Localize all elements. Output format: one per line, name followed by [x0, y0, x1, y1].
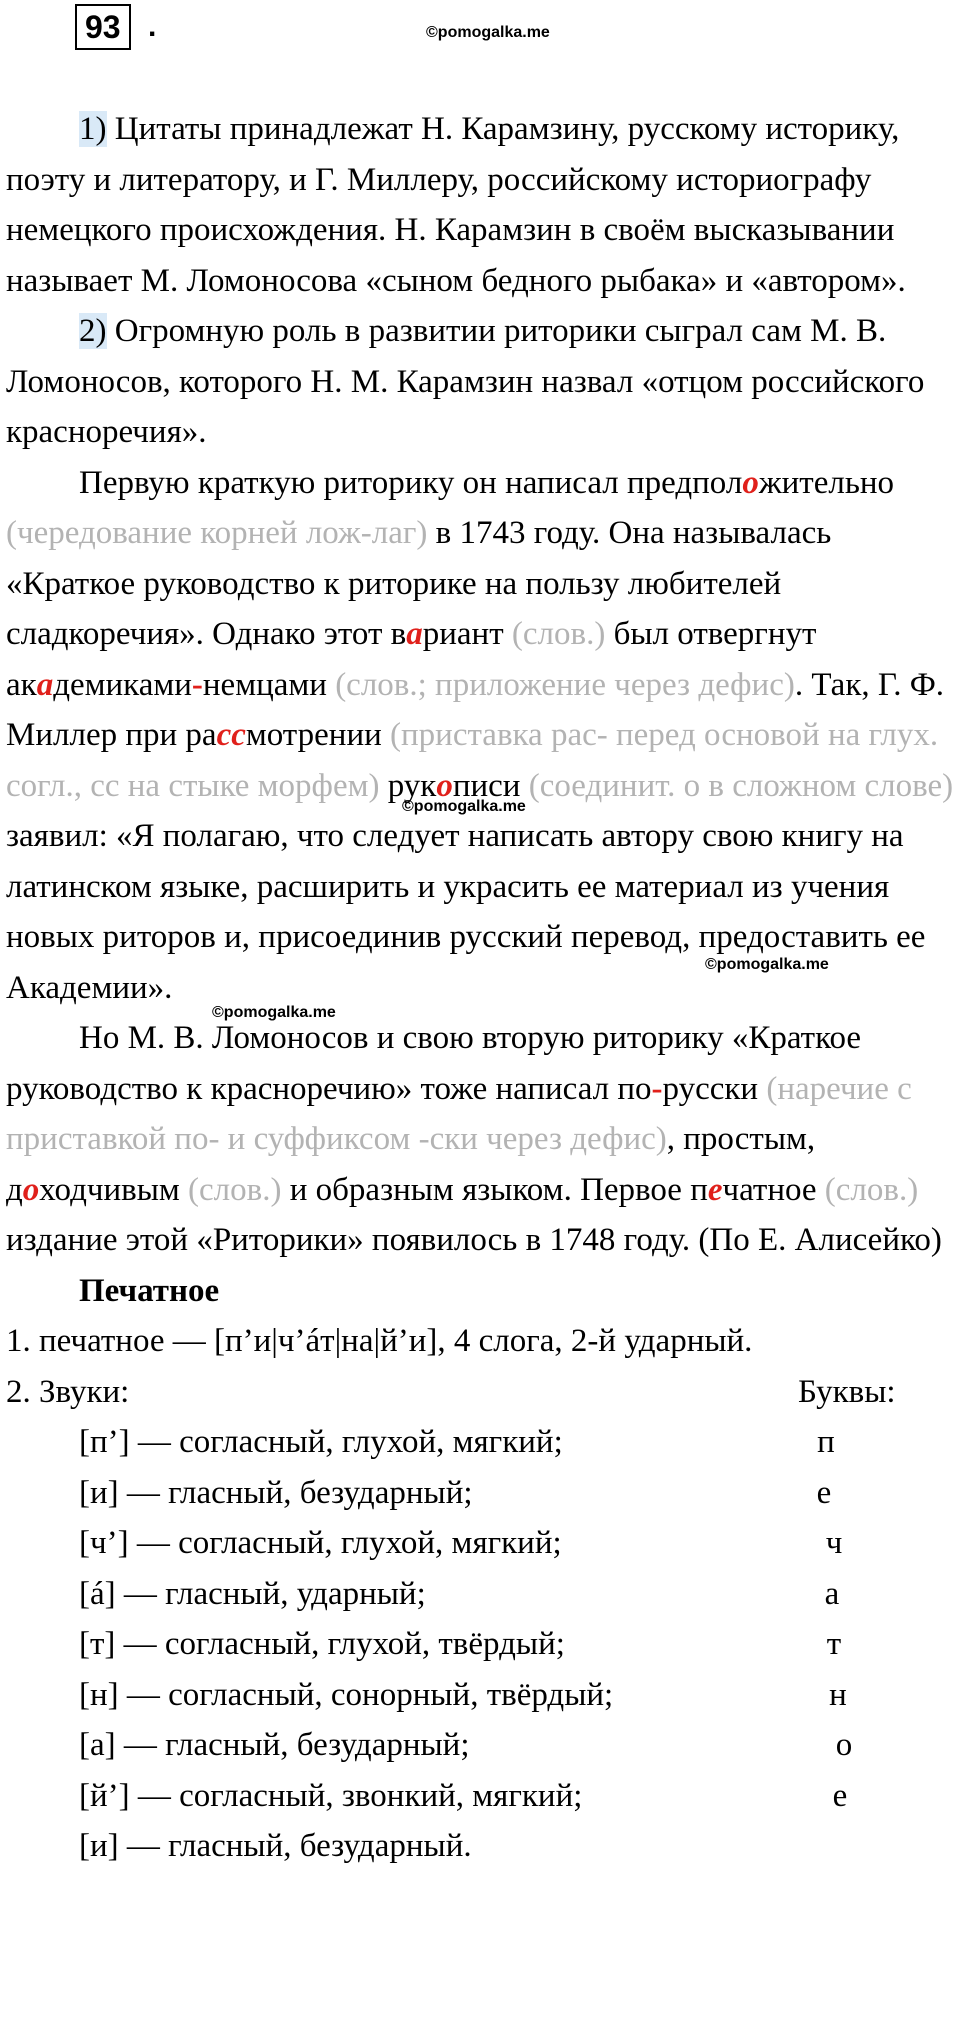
watermark: ©pomogalka.me: [705, 956, 829, 973]
text-run: жительно: [758, 464, 895, 501]
grammar-comment: (чередование корней лож-лаг): [6, 515, 428, 551]
text-run: рук: [379, 767, 437, 804]
highlighted-letter: о: [22, 1171, 40, 1208]
text-run: . Так, Г. Ф. Миллер при ра: [6, 666, 945, 753]
grammar-comment: (слов.): [824, 1171, 919, 1208]
sound-description: [п’] — согласный, глухой, мягкий;: [79, 1424, 563, 1460]
item-number: 2): [79, 313, 107, 349]
sound-letter-table: [6, 1417, 956, 1872]
text-run: риант: [422, 616, 512, 652]
paragraph-3: [6, 458, 956, 1014]
sound-description: [ч’] — согласный, глухой, мягкий;: [79, 1525, 562, 1561]
text-run: , простым, д: [6, 1121, 816, 1208]
letter-value: е: [816, 1474, 832, 1511]
letters-label: Буквы:: [798, 1373, 896, 1410]
letter-value: ч: [825, 1525, 843, 1561]
letter-value: а: [824, 1575, 840, 1612]
highlighted-letter: а: [36, 666, 54, 703]
text-run: был отвергнут ак: [6, 616, 817, 703]
text-run: Но М. В. Ломоносов и свою вторую риторику «Краткое руководство к красноречию» тоже написал по: [6, 1020, 861, 1107]
sound-description: [н] — согласный, сонорный, твёрдый;: [79, 1676, 614, 1713]
text-run: ходчивым: [39, 1171, 189, 1208]
solution-text: [6, 104, 956, 1872]
sound-description: [а] — гласный, безударный;: [79, 1727, 470, 1763]
sound-row: [6, 1720, 956, 1771]
grammar-comment: (приставка рас- перед основой на глух. согл., сс на стыке морфем): [6, 717, 939, 804]
sound-description: [и] — гласный, безударный.: [79, 1828, 472, 1864]
sounds-header-row: [6, 1367, 956, 1418]
text-run: мотрении: [245, 717, 391, 753]
sound-description: [й’] — согласный, звонкий, мягкий;: [79, 1777, 583, 1814]
text-run: немцами: [202, 666, 336, 703]
highlighted-hyphen: -: [191, 666, 203, 703]
text-run: писи: [452, 767, 529, 804]
text-run: чатное: [722, 1171, 825, 1208]
text-run: Первую краткую риторику он написал предпол: [79, 464, 743, 501]
sound-description: [т] — согласный, глухой, твёрдый;: [79, 1626, 565, 1662]
sound-row: [6, 1569, 956, 1620]
watermark: ©pomogalka.me: [212, 1004, 336, 1021]
letter-value: т: [826, 1626, 842, 1662]
task-number: 93: [75, 4, 131, 50]
text-run: издание этой «Риторики» появилось в 1748 году. (По Е. Алисейко): [6, 1222, 942, 1258]
analysis-transcription: 1. печатное — [п’и|ч’áт|на|й’и], 4 слога, 2-й ударный.: [6, 1323, 753, 1359]
highlighted-letter: о: [436, 767, 453, 804]
paragraph-1: [6, 104, 956, 306]
highlighted-letter: е: [707, 1171, 723, 1208]
sound-row: [6, 1771, 956, 1822]
item-number: 1): [79, 111, 107, 147]
sound-row: [6, 1670, 956, 1721]
text-run: и образным языком. Первое п: [281, 1171, 708, 1208]
letter-value: н: [829, 1676, 847, 1713]
grammar-comment: (слов.): [511, 616, 606, 652]
paragraph-text: Огромную роль в развитии риторики сыграл сам М. В. Ломоносов, которого Н. М. Карамзин назвал «отцом российского красноречия».: [6, 313, 925, 450]
sound-row: [6, 1417, 956, 1468]
letter-value: е: [832, 1777, 848, 1814]
highlighted-letter: а: [406, 616, 423, 652]
sound-row: [6, 1821, 956, 1872]
watermark: ©pomogalka.me: [426, 24, 550, 41]
highlighted-hyphen: -: [651, 1070, 663, 1107]
sound-row: [6, 1468, 956, 1519]
text-run: заявил: «Я полагаю, что следует написать автору свою книгу на латинском языке, расширить и украсить ее материал из учения новых риторов и, присоединив русский перевод, предоставить ее Академии».: [6, 818, 926, 1006]
grammar-comment: (слов.): [188, 1171, 282, 1208]
letter-value: п: [817, 1424, 835, 1460]
sound-row: [6, 1619, 956, 1670]
sounds-label: 2. Звуки:: [6, 1373, 130, 1410]
grammar-comment: (слов.; приложение через дефис): [335, 666, 795, 703]
analysis-heading: Печатное: [79, 1272, 220, 1309]
highlighted-letter: сс: [216, 717, 246, 753]
paragraph-4: [6, 1013, 956, 1266]
paragraph-2: [6, 306, 956, 458]
sound-row: [6, 1518, 956, 1569]
letter-value: о: [835, 1727, 853, 1763]
text-run: демиками: [53, 666, 192, 703]
paragraph-text: Цитаты принадлежат Н. Карамзину, русскому историку, поэту и литератору, и Г. Миллеру, российскому историографу немецкого происхождения. Н. Карамзин в своём высказывании называет М. Ломоносова «сыном бедного рыбака» и «автором».: [6, 111, 906, 299]
sound-description: [и] — гласный, безударный;: [79, 1474, 473, 1511]
watermark: ©pomogalka.me: [402, 798, 526, 815]
task-number-dot: .: [148, 10, 157, 43]
highlighted-letter: о: [742, 464, 759, 501]
grammar-comment: (соединит. о в сложном слове): [528, 767, 954, 804]
text-run: русски: [662, 1070, 767, 1107]
grammar-comment: (наречие с приставкой по- и суффиксом -ски через дефис): [6, 1070, 912, 1157]
sound-description: [á] — гласный, ударный;: [79, 1575, 426, 1612]
text-run: в 1743 году. Она называлась «Краткое руководство к риторике на пользу любителей сладкоречия». Однако этот в: [6, 515, 832, 652]
